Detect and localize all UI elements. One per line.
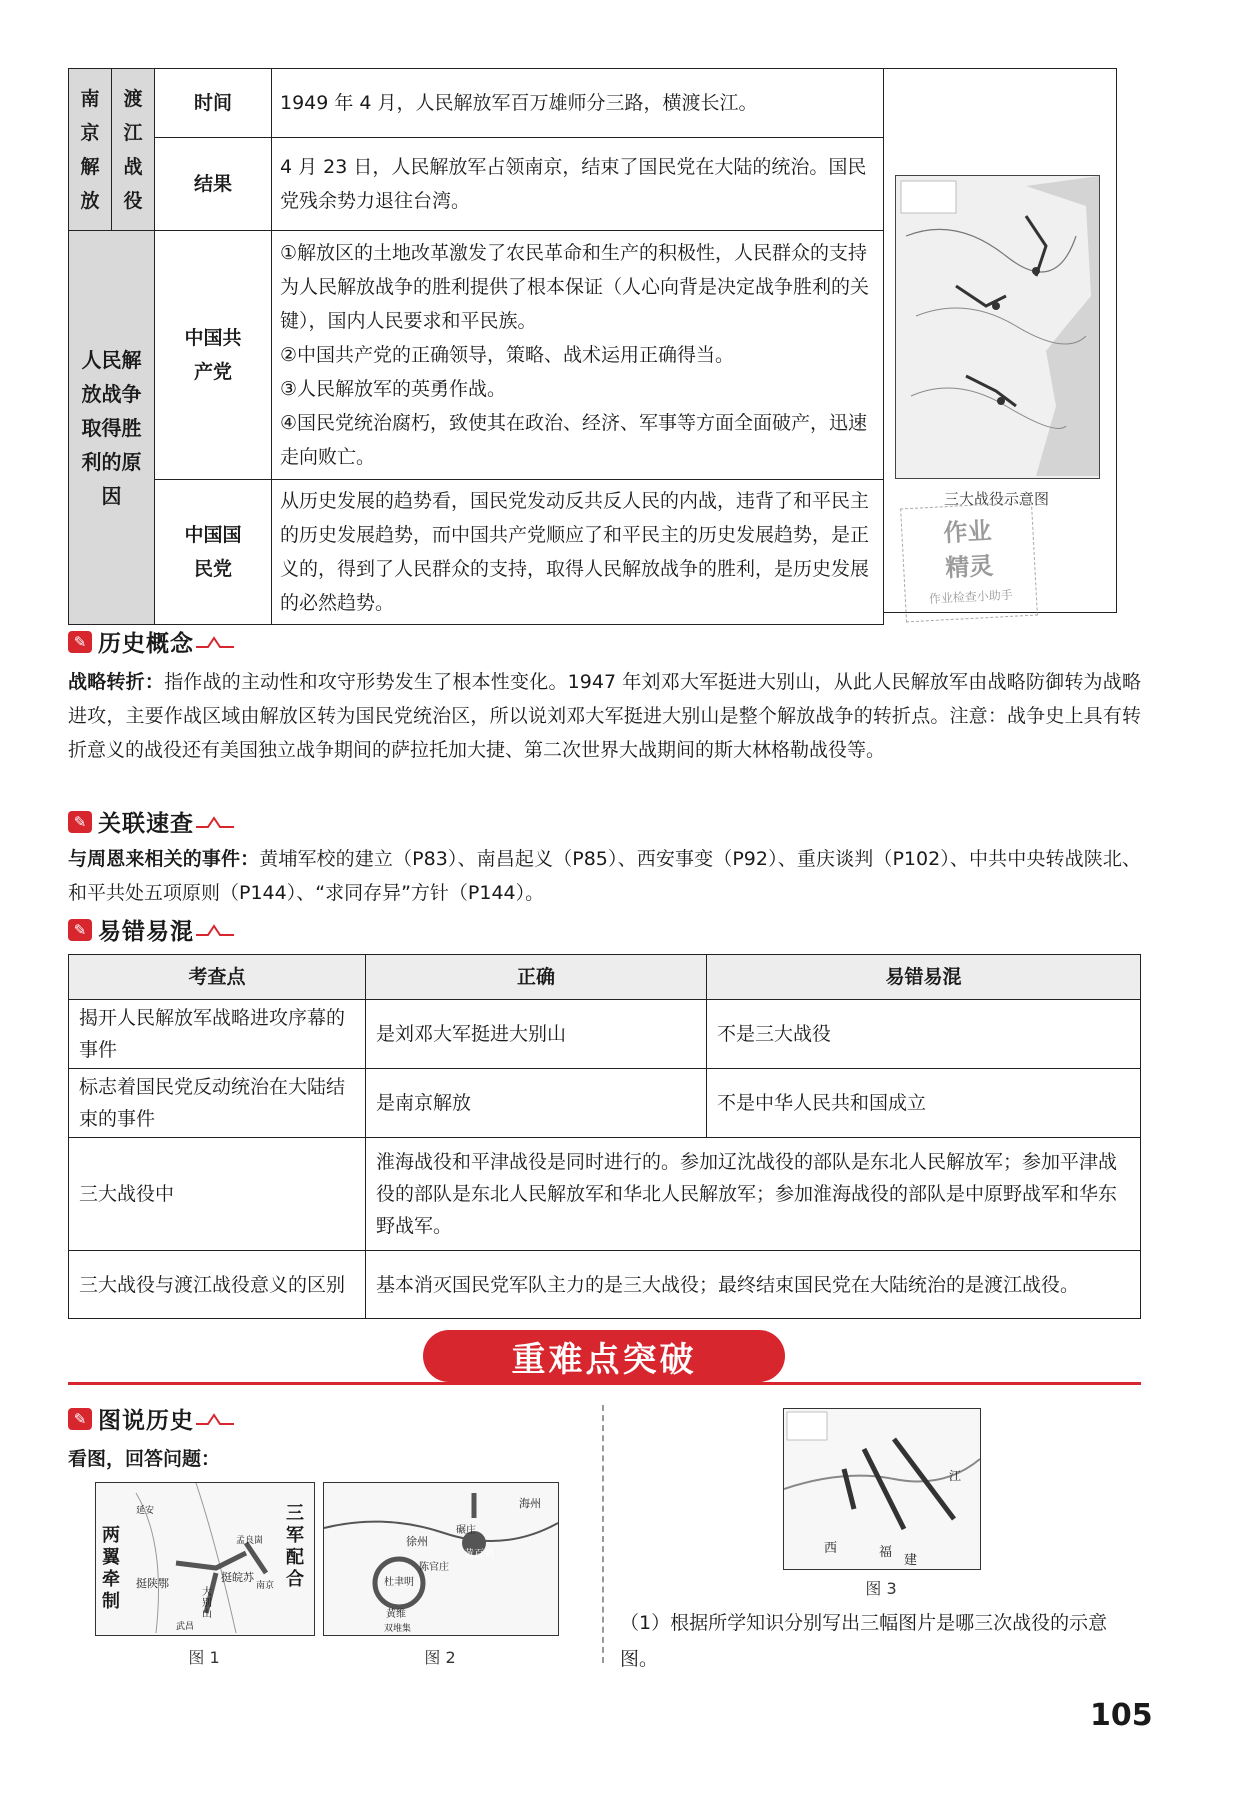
kmt-text: 从历史发展的趋势看，国民党发动反共反人民的内战，违背了和平民主的历史发展趋势，而中国共产党顺应了和平民主的历史发展趋势，是正义的，得到了人民群众的支持，取得人民解放战争的胜利，是历史发展的必然趋势。 — [272, 480, 884, 625]
cpc-label: 中国共产党 — [184, 327, 242, 383]
related-paragraph — [68, 842, 1141, 910]
fig2-label: 碾庄 — [456, 1525, 476, 1536]
fig3-label: 西 — [824, 1541, 838, 1556]
figure-1 — [95, 1482, 315, 1636]
fig3-label: 福 — [879, 1545, 893, 1560]
table-cell: 基本消灭国民党军队主力的是三大战役；最终结束国民党在大陆统治的是渡江战役。 — [366, 1251, 1141, 1319]
crossing-label-cell — [112, 69, 155, 231]
fig1-label-wings: 两翼牵制 — [102, 1525, 120, 1612]
three-campaigns-map — [895, 175, 1100, 479]
fig1-caption: 图 1 — [188, 1648, 220, 1667]
concept-paragraph — [68, 665, 1141, 767]
fig1-label: 南京 — [256, 1581, 275, 1591]
fig1-label: 延安 — [136, 1506, 155, 1516]
cpc-point-3: ③人民解放军的英勇作战。 — [280, 378, 507, 400]
related-text: 黄埔军校的建立（P83）、南昌起义（P85）、西安事变（P92）、重庆谈判（P102）、中共中央转战陕北、和平共处五项原则（P144）、“求同存异”方针（P144）。 — [68, 848, 1141, 904]
reasons-label-cell — [69, 231, 155, 625]
table-cell: 三大战役中 — [69, 1138, 366, 1251]
fig2-label: 黄维 — [386, 1609, 406, 1620]
confusion-header — [68, 913, 234, 946]
pencil-icon: ✎ — [68, 811, 92, 833]
fig1-label: 挺陕鄂 — [136, 1577, 169, 1590]
zigzag-icon — [196, 815, 234, 829]
table-row — [69, 1000, 1141, 1069]
time-label: 时间 — [155, 69, 272, 138]
time-text: 1949 年 4 月，人民解放军百万雄师分三路，横渡长江。 — [272, 69, 884, 138]
stamp-line3: 作业检查小助手 — [928, 587, 1014, 607]
fig2-label: 杜聿明 — [384, 1577, 414, 1588]
cpc-label-cell — [155, 231, 272, 480]
col-header-correct: 正确 — [366, 955, 707, 1000]
table-row — [69, 1069, 1141, 1138]
zigzag-icon — [196, 1412, 234, 1426]
nanjing-label-cell — [69, 69, 112, 231]
page-number: 105 — [1090, 1698, 1153, 1733]
related-term: 与周恩来相关的事件： — [68, 848, 260, 870]
fig3-label: 江 — [949, 1469, 962, 1483]
question-1: （1）根据所学知识分别写出三幅图片是哪三次战役的示意图。 — [620, 1612, 1108, 1670]
fig3-caption: 图 3 — [865, 1579, 897, 1598]
zigzag-icon — [196, 635, 234, 649]
reasons-label: 人民解放战争取得胜利的原因 — [81, 347, 142, 508]
kmt-label-cell — [155, 480, 272, 625]
table-cell: 标志着国民党反动统治在大陆结束的事件 — [69, 1069, 366, 1138]
fig1-label: 挺皖苏 — [221, 1571, 254, 1584]
divider — [602, 1405, 604, 1663]
result-label: 结果 — [155, 138, 272, 231]
pencil-icon: ✎ — [68, 631, 92, 653]
cpc-point-1: ①解放区的土地改革激发了农民革命和生产的积极性，人民群众的支持为人民解放战争的胜利提供了根本保证（人心向背是决定战争胜利的关键），国内人民要求和平民族。 — [280, 242, 870, 332]
fig2-label: 徐州 — [406, 1535, 428, 1548]
fig1-label: 武昌 — [176, 1622, 195, 1632]
concept-term: 战略转折： — [68, 671, 165, 693]
figure-3 — [783, 1408, 981, 1570]
stamp — [900, 502, 1038, 623]
confusion-table — [68, 954, 1141, 1319]
summary-table — [68, 68, 884, 625]
table-cell: 不是三大战役 — [707, 1000, 1141, 1069]
fig2-label: 海州 — [519, 1497, 541, 1510]
crossing-label: 渡江战役 — [123, 87, 143, 212]
related-title: 关联速查 — [98, 811, 194, 837]
table-cell: 是南京解放 — [366, 1069, 707, 1138]
picture-history-header — [68, 1402, 234, 1435]
cpc-point-4: ④国民党统治腐朽，致使其在政治、经济、军事等方面全面破产，迅速走向败亡。 — [280, 412, 868, 468]
fig1-label: 孟良崮 — [236, 1536, 264, 1546]
concept-title: 历史概念 — [98, 631, 194, 657]
related-header — [68, 805, 234, 838]
instruction: 看图，回答问题： — [68, 1448, 221, 1470]
table-row — [69, 1251, 1141, 1319]
stamp-line1: 作业 — [942, 516, 993, 548]
banner-line — [68, 1382, 1141, 1385]
pencil-icon: ✎ — [68, 1408, 92, 1430]
fig2-label: 陈官庄 — [419, 1562, 449, 1573]
concept-header — [68, 625, 234, 658]
table-cell: 不是中华人民共和国成立 — [707, 1069, 1141, 1138]
stamp-line2: 精灵 — [944, 551, 994, 583]
fig3-label: 建 — [904, 1553, 918, 1568]
fig2-label: 双堆集 — [384, 1624, 412, 1634]
result-text: 4 月 23 日，人民解放军占领南京，结束了国民党在大陆的统治。国民党残余势力退往台湾。 — [272, 138, 884, 231]
fig1-label: 大别山 — [202, 1587, 212, 1620]
kmt-label: 中国国民党 — [184, 524, 242, 580]
cpc-points — [272, 231, 884, 480]
zigzag-icon — [196, 923, 234, 937]
map-caption: 三大战役示意图 — [943, 490, 1049, 508]
cpc-point-2: ②中国共产党的正确领导，策略、战术运用正确得当。 — [280, 344, 735, 366]
col-header-mistake: 易错易混 — [707, 955, 1141, 1000]
pencil-icon: ✎ — [68, 919, 92, 941]
table-cell: 是刘邓大军挺进大别山 — [366, 1000, 707, 1069]
section-banner: 重难点突破 — [423, 1330, 785, 1382]
fig1-label-three-armies: 三军配合 — [286, 1503, 304, 1590]
fig2-label: 黄百韬 — [464, 1549, 494, 1560]
confusion-title: 易错易混 — [98, 919, 194, 945]
col-header-point: 考查点 — [69, 955, 366, 1000]
table-row — [69, 1138, 1141, 1251]
fig2-caption: 图 2 — [424, 1648, 456, 1667]
table-cell: 淮海战役和平津战役是同时进行的。参加辽沈战役的部队是东北人民解放军；参加平津战役的部队是东北人民解放军和华北人民解放军；参加淮海战役的部队是中原野战军和华东野战军。 — [366, 1138, 1141, 1251]
figure-2 — [323, 1482, 559, 1636]
table-cell: 三大战役与渡江战役意义的区别 — [69, 1251, 366, 1319]
picture-history-title: 图说历史 — [98, 1408, 194, 1434]
table-cell: 揭开人民解放军战略进攻序幕的事件 — [69, 1000, 366, 1069]
nanjing-label: 南京解放 — [80, 87, 100, 212]
concept-text: 指作战的主动性和攻守形势发生了根本性变化。1947 年刘邓大军挺进大别山，从此人民解放军由战略防御转为战略进攻，主要作战区域由解放区转为国民党统治区，所以说刘邓大军挺进大别山是整个解放战争的转折点。注意：战争史上具有转折意义的战役还有美国独立战争期间的萨拉托加大捷、第二次世界大战期间的斯大林格勒战役等。 — [68, 671, 1141, 761]
